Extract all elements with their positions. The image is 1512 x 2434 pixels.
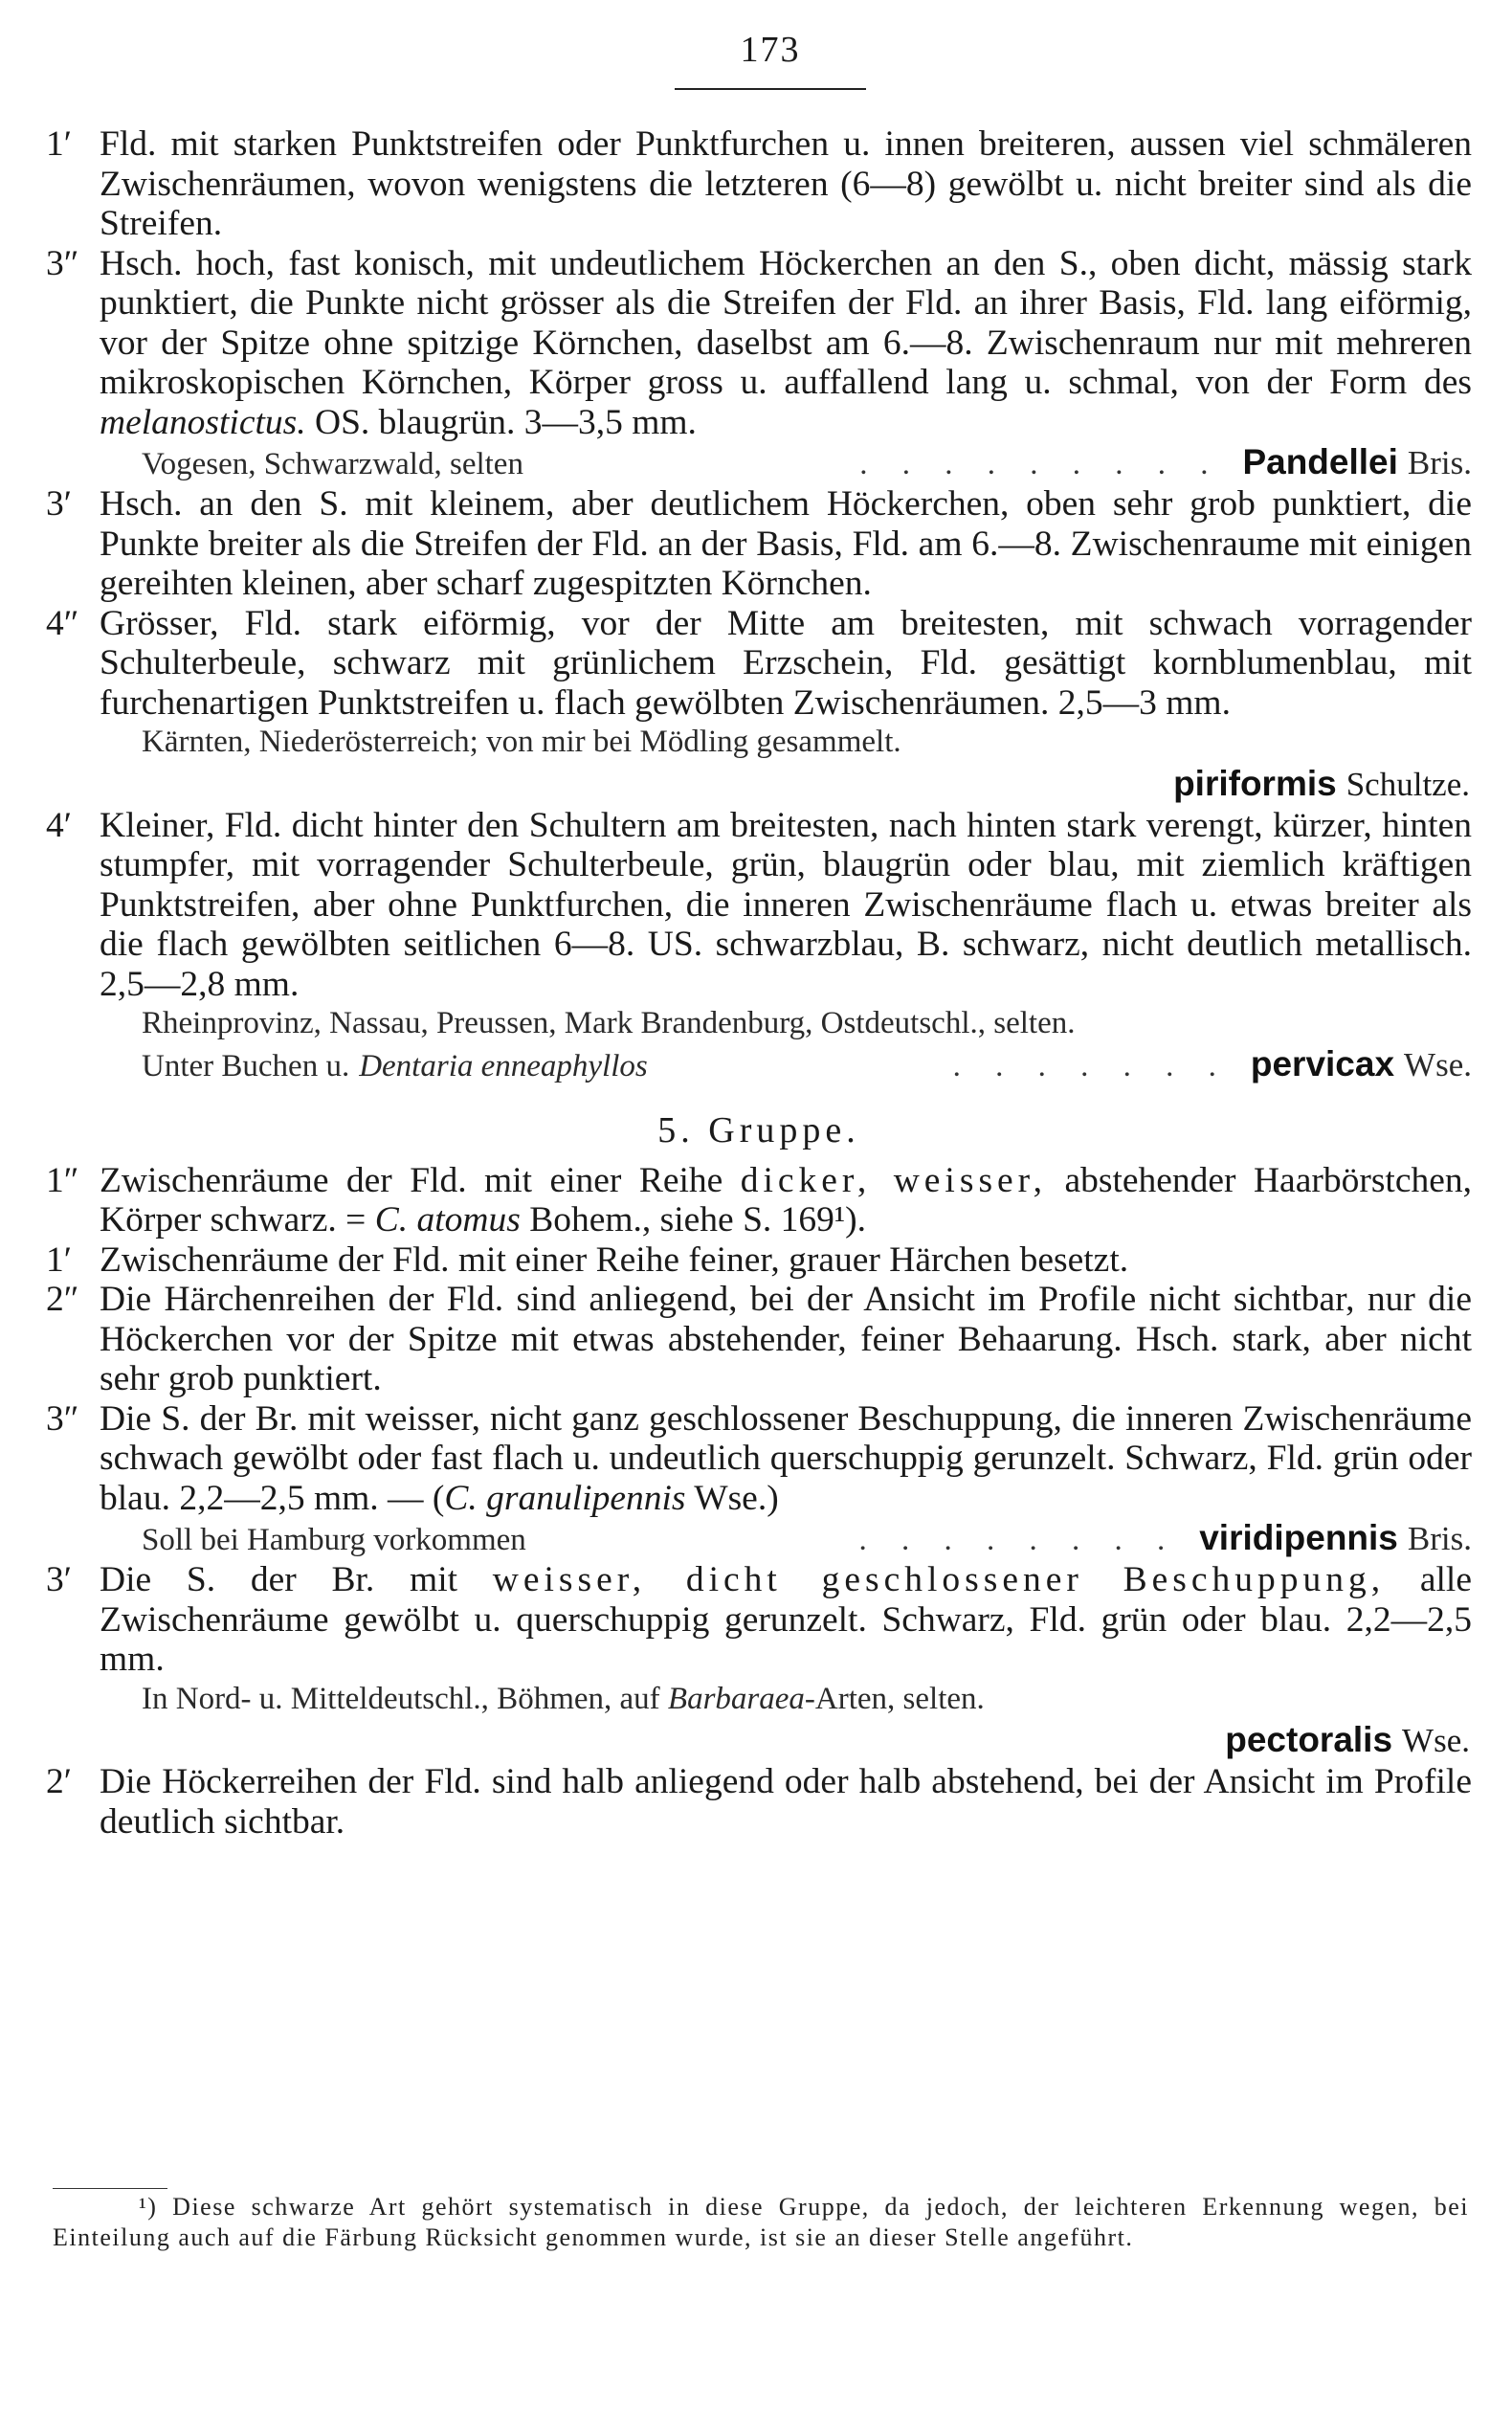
species-author: Bris. [1407,444,1472,481]
spaced-text: weisser, dicht geschlossener Beschuppung, [492,1560,1386,1599]
species-author: Schultze. [1345,765,1470,803]
key-entry-3prime [46,484,1472,604]
italic-taxon: C. granulipennis [444,1478,686,1518]
couplet-label: 1′ [46,124,72,164]
page-body [46,124,1472,1842]
species-name: Pandellei [1242,442,1398,481]
italic-taxon: melanostictus. [100,402,306,442]
footnote-paragraph [53,2192,1469,2253]
italic-taxon: Barbaraea [667,1681,805,1716]
key-entry-4dprime [46,604,1472,724]
species-line-pectoralis [46,1719,1472,1762]
couplet-label: 3″ [46,243,79,283]
couplet-label: 3′ [46,1560,72,1599]
locality-text: Soll bei Hamburg vorkommen [142,1523,526,1557]
species-author: Wse. [1404,1045,1472,1083]
key-entry-g2prime [46,1762,1472,1842]
entry-text: Die S. der Br. mit [100,1560,493,1599]
leader-dots: . . . . . . . [952,1048,1230,1083]
species-line-pervicax [46,1044,1472,1086]
page-number-rule [675,88,866,90]
page-number: 173 [740,30,801,70]
species-name: viridipennis [1199,1518,1398,1557]
entry-text: alle Zwischenräume gewölbt u. querschuppig gerunzelt. Schwarz, Fld. grün oder blau. 2,2—2,5 mm. [100,1560,1472,1679]
key-entry-g2dprime [46,1280,1472,1399]
couplet-label: 1″ [46,1160,79,1200]
species-name: pectoralis [1225,1720,1393,1759]
couplet-label: 3′ [46,484,72,524]
entry-text: Hsch. an den S. mit kleinem, aber deutlichem Höckerchen, oben sehr grob punktiert, die Punkte breiter als die Streifen der Fld. an der Basis, Fld. am 6.—8. Zwischenraume mit einigen gereihten kleinen, aber scharf zugespitzten Körnchen. [100,484,1472,603]
species-author: Wse. [1402,1722,1470,1759]
couplet-label: 4″ [46,603,79,643]
locality-text: Kärnten, Niederösterreich; von mir bei Mödling gesammelt. [142,725,901,759]
footnote-rule [53,2188,167,2189]
entry-text: Die Härchenreihen der Fld. sind anliegend, bei der Ansicht im Profile nicht sichtbar, nur die Höckerchen vor der Spitze mit etwas abstehender, feiner Behaarung. Hsch. stark, aber nicht sehr grob punktiert. [100,1280,1472,1398]
section-heading: 5. Gruppe. [657,1109,860,1150]
couplet-label: 3″ [46,1398,79,1439]
species-line-pandellei [46,442,1472,484]
species-line-viridipennis [46,1518,1472,1560]
footnote-marker: ¹) [139,2193,158,2221]
key-entry-3dprime [46,244,1472,443]
entry-text: Die Höckerreihen der Fld. sind halb anliegend oder halb abstehend, bei der Ansicht im Profile deutlich sichtbar. [100,1762,1472,1842]
entry-text: Grösser, Fld. stark eiförmig, vor der Mitte am breitesten, mit schwach vorragender Schulterbeule, schwarz mit grünlichem Erzschein, Fld. gesättigt kornblumenblau, mit furchenartigen Punktstreifen u. flach gewölbten Zwischenräumen. 2,5—3 mm. [100,603,1472,723]
locality-text: Unter Buchen u. [142,1048,350,1083]
species-name: pervicax [1250,1043,1395,1083]
entry-text: abstehender Haarbörstchen, Körper schwarz. = [100,1160,1472,1239]
italic-taxon: C. atomus [374,1200,521,1239]
entry-text: Die S. der Br. mit weisser, nicht ganz geschlossener Beschuppung, die inneren Zwischenräume schwach gewölbt oder fast flach u. undeutlich querschuppig gerunzelt. Schwarz, Fld. grün oder blau. 2,2—2,5 mm. — ( [100,1398,1472,1518]
entry-text: Fld. mit starken Punktstreifen oder Punktfurchen u. innen breiteren, aussen viel schmäleren Zwischenräumen, wovon wenigstens die letzteren (6—8) gewölbt u. nicht breiter sind als die Streifen. [100,124,1472,243]
couplet-label: 4′ [46,805,72,845]
footnote-text: Diese schwarze Art gehört systematisch in diese Gruppe, da jedoch, der leichteren Erkennung wegen, bei Einteilung auch auf die Färbung Rücksicht genommen wurde, ist sie an dieser Stelle angeführt. [53,2193,1469,2251]
entry-text: Zwischenräume der Fld. mit einer Reihe feiner, grauer Härchen besetzt. [100,1239,1129,1280]
entry-text: Wse.) [685,1478,779,1518]
species-line-piriformis [46,763,1472,806]
couplet-label: 2′ [46,1762,72,1801]
entry-text: Bohem., siehe S. 169¹). [520,1200,867,1239]
entry-text: Kleiner, Fld. dicht hinter den Schultern am breitesten, nach hinten stark verengt, kürzer, hinten stumpfer, mit vorragender Schulterbeule, grün, blaugrün oder blau, mit ziemlich kräftigen Punktstreifen, aber ohne Punktfurchen, die inneren Zwischenräume flach u. etwas breiter als die flach gewölbten seitlichen 6—8. US. schwarzblau, B. schwarz, nicht deutlich metallisch. 2,5—2,8 mm. [100,805,1472,1004]
entry-text: Hsch. hoch, fast konisch, mit undeutlichem Höckerchen an den S., oben dicht, mässig stark punktiert, die Punkte nicht grösser als die Streifen der Fld. an ihrer Basis, Fld. lang eiförmig, vor der Spitze ohne spitzige Körnchen, daselbst am 6.—8. Zwischenraum nur mit mehreren mikroskopischen Körnchen, Körper gross u. auffallend lang u. schmal, von der Form des [100,243,1472,402]
key-entry-g1dprime [46,1161,1472,1240]
italic-taxon: Dentaria enneaphyllos [359,1048,648,1083]
leader-dots: . . . . . . . . . [859,447,1222,481]
species-author: Bris. [1407,1520,1472,1557]
locality-line [46,1680,1472,1720]
species-name: piriformis [1173,763,1337,803]
leader-dots: . . . . . . . . [858,1523,1179,1557]
couplet-label: 2″ [46,1280,79,1319]
locality-text: Rheinprovinz, Nassau, Preussen, Mark Brandenburg, Ostdeutschl., selten. [142,1006,1076,1040]
key-entry-g3prime [46,1560,1472,1680]
entry-text: Zwischenräume der Fld. mit einer Reihe [100,1160,741,1200]
locality-text: Vogesen, Schwarzwald, selten [142,447,523,481]
footnote [53,2192,1469,2253]
key-entry-g3dprime [46,1399,1472,1519]
locality-text: In Nord- u. Mitteldeutschl., Böhmen, auf [142,1681,668,1716]
locality-text: -Arten, selten. [804,1681,985,1716]
couplet-label: 1′ [46,1239,72,1280]
entry-text: OS. blaugrün. 3—3,5 mm. [305,402,697,442]
key-entry-g1prime [46,1240,1472,1281]
key-entry-1prime [46,124,1472,244]
key-entry-4prime [46,806,1472,1005]
spaced-text: dicker, weisser, [740,1160,1048,1200]
